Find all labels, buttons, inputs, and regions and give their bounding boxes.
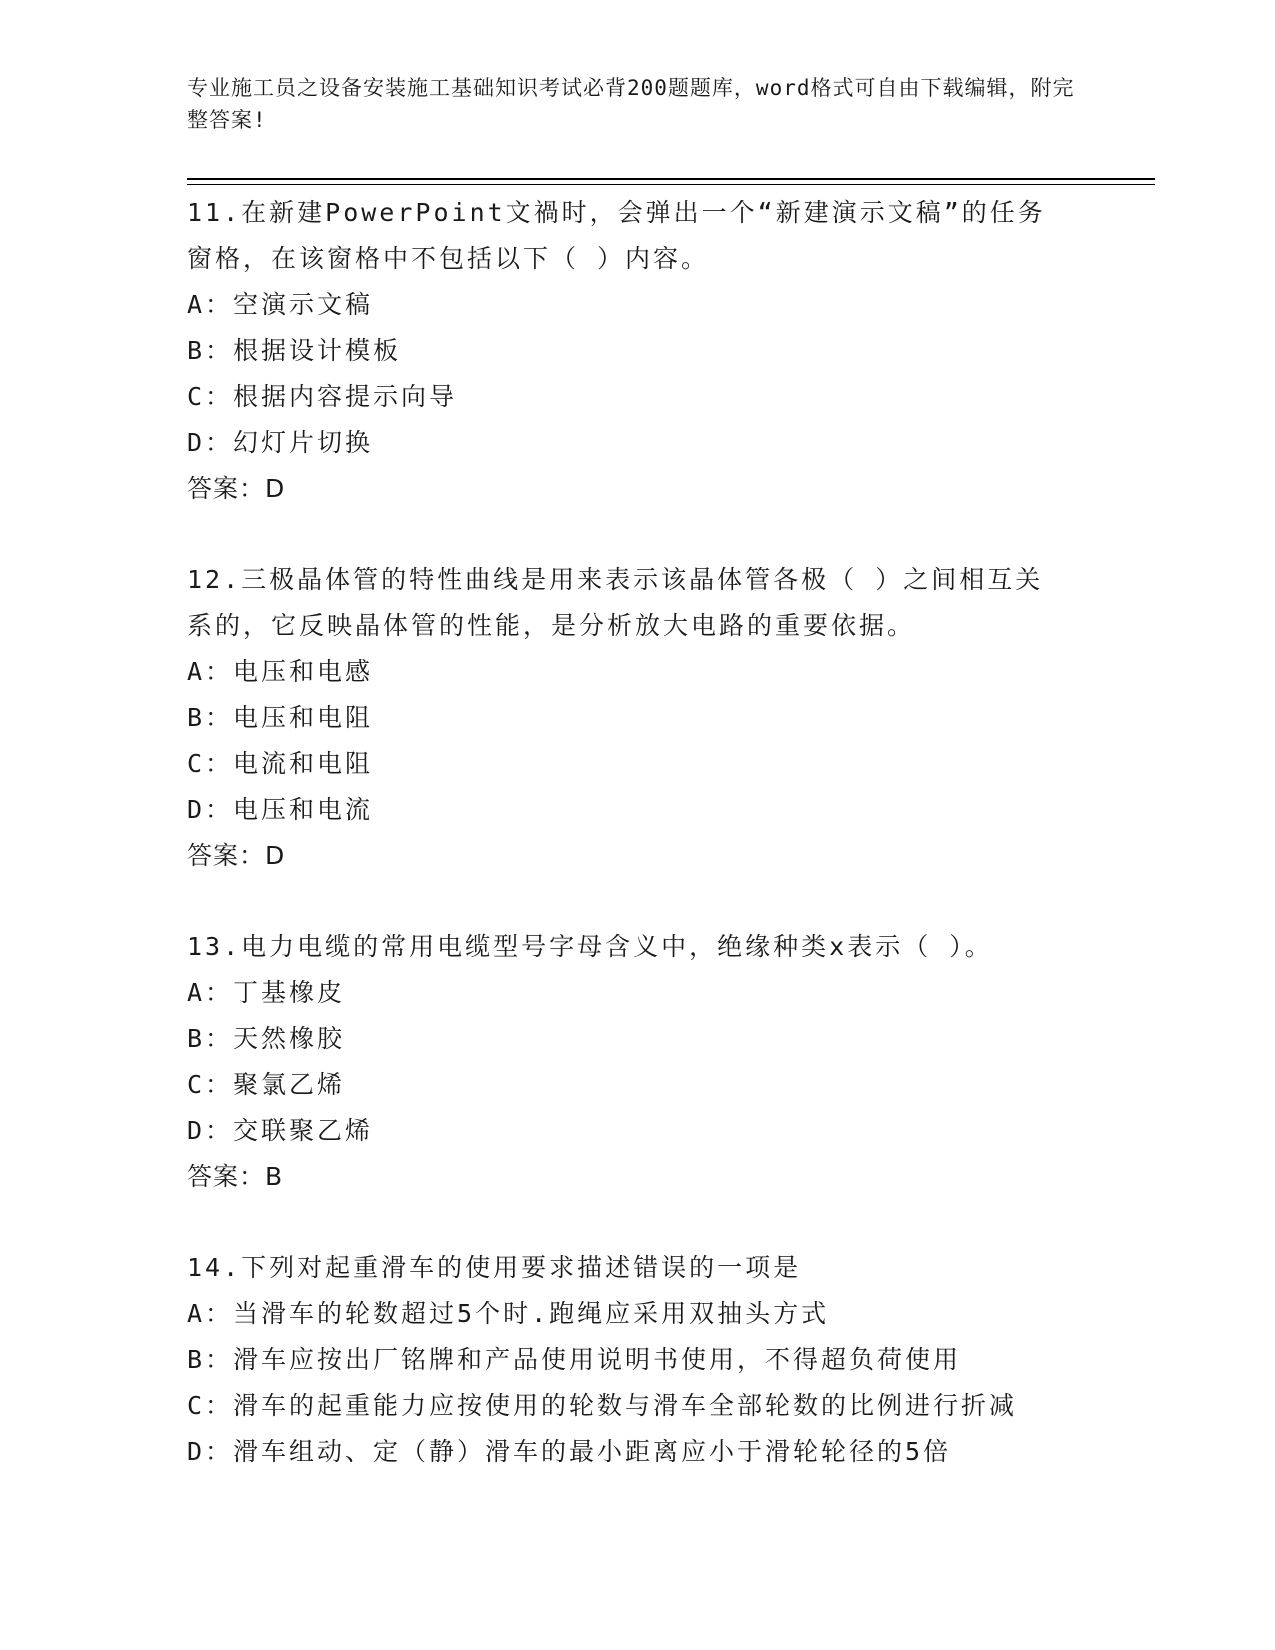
question-list [187,190,1187,1475]
option-d: D：电压和电流 [187,795,374,824]
option-c: C：聚氯乙烯 [187,1070,346,1099]
question-11 [187,190,1187,512]
option-c: C：电流和电阻 [187,749,374,778]
option-a: A：丁基橡皮 [187,978,346,1007]
answer-line: 答案：B [187,1162,284,1191]
header-divider [187,178,1155,185]
answer-line: 答案：D [187,474,286,503]
option-a: A：当滑车的轮数超过5个时.跑绳应采用双抽头方式 [187,1299,830,1328]
question-13 [187,924,1187,1200]
option-a: A：电压和电感 [187,657,374,686]
option-d: D：幻灯片切换 [187,428,374,457]
option-b: B：滑车应按出厂铭牌和产品使用说明书使用，不得超负荷使用 [187,1345,962,1374]
option-c: C：滑车的起重能力应按使用的轮数与滑车全部轮数的比例进行折减 [187,1391,1018,1420]
question-12 [187,557,1187,879]
option-a: A：空演示文稿 [187,290,374,319]
question-text: 13.电力电缆的常用电缆型号字母含义中，绝缘种类x表示（ ）。 [187,932,993,961]
option-b: B：天然橡胶 [187,1024,346,1053]
option-c: C：根据内容提示向导 [187,382,458,411]
option-b: B：根据设计模板 [187,336,402,365]
question-14 [187,1245,1187,1475]
answer-line: 答案：D [187,841,286,870]
document-header [187,72,1087,136]
question-text: 14.下列对起重滑车的使用要求描述错误的一项是 [187,1253,802,1282]
option-d: D：交联聚乙烯 [187,1116,374,1145]
question-text: 12.三极晶体管的特性曲线是用来表示该晶体管各极（ ）之间相互关系的，它反映晶体管的性能，是分析放大电路的重要依据。 [187,565,1044,640]
option-b: B：电压和电阻 [187,703,374,732]
question-text: 11.在新建PowerPoint文禍时，会弹出一个“新建演示文稿”的任务窗格，在该窗格中不包括以下（ ）内容。 [187,198,1046,273]
header-title: 专业施工员之设备安装施工基础知识考试必背200题题库，word格式可自由下载编辑，附完整答案! [187,76,1075,132]
option-d: D：滑车组动、定（静）滑车的最小距离应小于滑轮轮径的5倍 [187,1437,952,1466]
